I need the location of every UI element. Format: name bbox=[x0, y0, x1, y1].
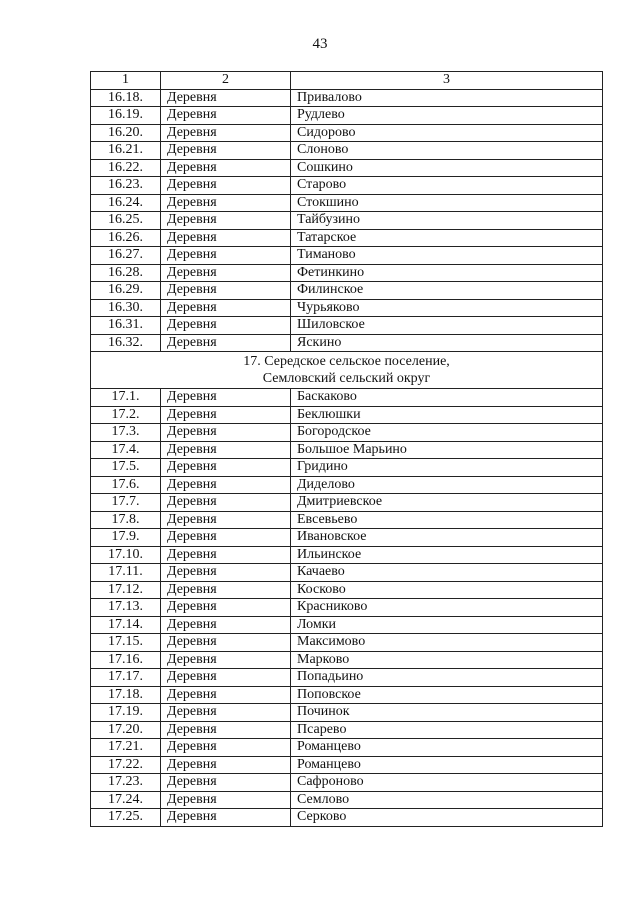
row-number: 17.18. bbox=[91, 686, 161, 704]
row-number: 17.25. bbox=[91, 809, 161, 827]
row-number: 17.21. bbox=[91, 739, 161, 757]
row-number: 17.23. bbox=[91, 774, 161, 792]
settlement-type: Деревня bbox=[161, 809, 291, 827]
table-row bbox=[91, 334, 603, 352]
header-col-3: 3 bbox=[291, 72, 603, 90]
settlement-name: Привалово bbox=[291, 89, 603, 107]
table-row bbox=[91, 564, 603, 582]
row-number: 16.31. bbox=[91, 317, 161, 335]
settlement-name: Сошкино bbox=[291, 159, 603, 177]
settlement-name: Псарево bbox=[291, 721, 603, 739]
table-row bbox=[91, 107, 603, 125]
settlement-type: Деревня bbox=[161, 334, 291, 352]
settlement-type: Деревня bbox=[161, 264, 291, 282]
settlement-type: Деревня bbox=[161, 177, 291, 195]
row-number: 17.6. bbox=[91, 476, 161, 494]
settlement-name: Дмитриевское bbox=[291, 494, 603, 512]
table-row bbox=[91, 247, 603, 265]
table-header bbox=[91, 72, 603, 90]
row-number: 17.1. bbox=[91, 389, 161, 407]
settlement-type: Деревня bbox=[161, 686, 291, 704]
settlement-type: Деревня bbox=[161, 441, 291, 459]
settlement-type: Деревня bbox=[161, 616, 291, 634]
settlement-type: Деревня bbox=[161, 774, 291, 792]
row-number: 17.13. bbox=[91, 599, 161, 617]
table-row bbox=[91, 424, 603, 442]
settlement-name: Стокшино bbox=[291, 194, 603, 212]
table-row bbox=[91, 581, 603, 599]
section-heading-line-1: 17. Середское сельское поселение, bbox=[243, 354, 450, 369]
row-number: 16.22. bbox=[91, 159, 161, 177]
settlement-type: Деревня bbox=[161, 529, 291, 547]
table-row bbox=[91, 124, 603, 142]
row-number: 17.17. bbox=[91, 669, 161, 687]
settlement-type: Деревня bbox=[161, 194, 291, 212]
section-heading-body bbox=[91, 352, 603, 389]
row-number: 16.20. bbox=[91, 124, 161, 142]
settlement-type: Деревня bbox=[161, 299, 291, 317]
table-row bbox=[91, 441, 603, 459]
row-number: 16.26. bbox=[91, 229, 161, 247]
table-row bbox=[91, 616, 603, 634]
settlement-type: Деревня bbox=[161, 89, 291, 107]
settlement-name: Большое Марьино bbox=[291, 441, 603, 459]
header-row bbox=[91, 72, 603, 90]
table-row bbox=[91, 459, 603, 477]
table-row bbox=[91, 599, 603, 617]
settlement-type: Деревня bbox=[161, 721, 291, 739]
settlement-name: Косково bbox=[291, 581, 603, 599]
header-col-1: 1 bbox=[91, 72, 161, 90]
settlement-type: Деревня bbox=[161, 406, 291, 424]
settlement-name: Тиманово bbox=[291, 247, 603, 265]
row-number: 16.27. bbox=[91, 247, 161, 265]
settlement-name: Беклюшки bbox=[291, 406, 603, 424]
table-row bbox=[91, 686, 603, 704]
settlement-type: Деревня bbox=[161, 459, 291, 477]
table-row bbox=[91, 264, 603, 282]
settlement-name: Красниково bbox=[291, 599, 603, 617]
row-number: 16.25. bbox=[91, 212, 161, 230]
settlement-type: Деревня bbox=[161, 424, 291, 442]
header-col-2: 2 bbox=[161, 72, 291, 90]
settlement-name: Романцево bbox=[291, 756, 603, 774]
settlement-name: Ломки bbox=[291, 616, 603, 634]
settlement-type: Деревня bbox=[161, 791, 291, 809]
table-body-section-17 bbox=[91, 389, 603, 827]
settlement-name: Ивановское bbox=[291, 529, 603, 547]
settlement-name: Татарское bbox=[291, 229, 603, 247]
table-row bbox=[91, 159, 603, 177]
table-row bbox=[91, 774, 603, 792]
settlement-name: Фетинкино bbox=[291, 264, 603, 282]
settlement-type: Деревня bbox=[161, 282, 291, 300]
table-row bbox=[91, 739, 603, 757]
settlement-name: Старово bbox=[291, 177, 603, 195]
table-row bbox=[91, 511, 603, 529]
settlement-type: Деревня bbox=[161, 599, 291, 617]
settlement-type: Деревня bbox=[161, 142, 291, 160]
settlement-type: Деревня bbox=[161, 581, 291, 599]
table-row bbox=[91, 299, 603, 317]
row-number: 16.30. bbox=[91, 299, 161, 317]
table-row bbox=[91, 389, 603, 407]
row-number: 17.15. bbox=[91, 634, 161, 652]
row-number: 17.12. bbox=[91, 581, 161, 599]
settlement-type: Деревня bbox=[161, 511, 291, 529]
settlement-name: Яскино bbox=[291, 334, 603, 352]
table-body-section-16 bbox=[91, 89, 603, 352]
settlement-name: Починок bbox=[291, 704, 603, 722]
row-number: 17.9. bbox=[91, 529, 161, 547]
settlement-name: Слоново bbox=[291, 142, 603, 160]
row-number: 17.3. bbox=[91, 424, 161, 442]
settlement-type: Деревня bbox=[161, 247, 291, 265]
table-row bbox=[91, 89, 603, 107]
settlements-table bbox=[90, 71, 603, 827]
row-number: 17.10. bbox=[91, 546, 161, 564]
table-row bbox=[91, 546, 603, 564]
row-number: 16.29. bbox=[91, 282, 161, 300]
table-row bbox=[91, 476, 603, 494]
table-row bbox=[91, 177, 603, 195]
table-row bbox=[91, 809, 603, 827]
row-number: 17.5. bbox=[91, 459, 161, 477]
settlement-name: Марково bbox=[291, 651, 603, 669]
settlement-type: Деревня bbox=[161, 159, 291, 177]
table-row bbox=[91, 406, 603, 424]
settlement-name: Богородское bbox=[291, 424, 603, 442]
row-number: 16.23. bbox=[91, 177, 161, 195]
settlement-type: Деревня bbox=[161, 704, 291, 722]
table-row bbox=[91, 651, 603, 669]
settlement-name: Филинское bbox=[291, 282, 603, 300]
row-number: 16.18. bbox=[91, 89, 161, 107]
settlement-name: Качаево bbox=[291, 564, 603, 582]
settlement-type: Деревня bbox=[161, 229, 291, 247]
settlement-type: Деревня bbox=[161, 564, 291, 582]
settlement-name: Романцево bbox=[291, 739, 603, 757]
settlement-name: Сидорово bbox=[291, 124, 603, 142]
settlement-type: Деревня bbox=[161, 317, 291, 335]
settlement-name: Ильинское bbox=[291, 546, 603, 564]
settlement-name: Гридино bbox=[291, 459, 603, 477]
row-number: 17.11. bbox=[91, 564, 161, 582]
settlement-name: Диделово bbox=[291, 476, 603, 494]
row-number: 16.21. bbox=[91, 142, 161, 160]
settlement-type: Деревня bbox=[161, 212, 291, 230]
settlement-name: Семлово bbox=[291, 791, 603, 809]
section-heading bbox=[91, 352, 603, 389]
table-row bbox=[91, 634, 603, 652]
table-row bbox=[91, 282, 603, 300]
settlement-name: Поповское bbox=[291, 686, 603, 704]
settlement-name: Шиловское bbox=[291, 317, 603, 335]
settlement-name: Максимово bbox=[291, 634, 603, 652]
table-row bbox=[91, 529, 603, 547]
section-heading-line-2: Семловский сельский округ bbox=[262, 371, 431, 386]
table-row bbox=[91, 317, 603, 335]
page-number: 43 bbox=[312, 36, 328, 52]
row-number: 17.2. bbox=[91, 406, 161, 424]
row-number: 17.19. bbox=[91, 704, 161, 722]
settlement-type: Деревня bbox=[161, 476, 291, 494]
settlement-type: Деревня bbox=[161, 107, 291, 125]
settlement-name: Баскаково bbox=[291, 389, 603, 407]
section-heading-row bbox=[91, 352, 603, 389]
settlement-name: Тайбузино bbox=[291, 212, 603, 230]
row-number: 16.32. bbox=[91, 334, 161, 352]
settlement-type: Деревня bbox=[161, 124, 291, 142]
settlement-type: Деревня bbox=[161, 651, 291, 669]
row-number: 17.7. bbox=[91, 494, 161, 512]
settlement-type: Деревня bbox=[161, 634, 291, 652]
row-number: 16.19. bbox=[91, 107, 161, 125]
settlement-type: Деревня bbox=[161, 739, 291, 757]
settlement-type: Деревня bbox=[161, 389, 291, 407]
settlement-name: Сафроново bbox=[291, 774, 603, 792]
row-number: 17.16. bbox=[91, 651, 161, 669]
table-row bbox=[91, 791, 603, 809]
row-number: 16.24. bbox=[91, 194, 161, 212]
row-number: 17.8. bbox=[91, 511, 161, 529]
row-number: 17.14. bbox=[91, 616, 161, 634]
settlement-name: Рудлево bbox=[291, 107, 603, 125]
table-row bbox=[91, 704, 603, 722]
settlement-type: Деревня bbox=[161, 546, 291, 564]
table-row bbox=[91, 229, 603, 247]
settlement-type: Деревня bbox=[161, 494, 291, 512]
row-number: 17.24. bbox=[91, 791, 161, 809]
row-number: 17.22. bbox=[91, 756, 161, 774]
table-row bbox=[91, 142, 603, 160]
settlement-type: Деревня bbox=[161, 669, 291, 687]
table-row bbox=[91, 756, 603, 774]
table-row bbox=[91, 212, 603, 230]
table-row bbox=[91, 194, 603, 212]
settlement-name: Чурьяково bbox=[291, 299, 603, 317]
table-row bbox=[91, 721, 603, 739]
settlement-type: Деревня bbox=[161, 756, 291, 774]
row-number: 17.4. bbox=[91, 441, 161, 459]
settlement-name: Попадьино bbox=[291, 669, 603, 687]
table-row bbox=[91, 494, 603, 512]
row-number: 17.20. bbox=[91, 721, 161, 739]
settlement-name: Евсевьево bbox=[291, 511, 603, 529]
table-row bbox=[91, 669, 603, 687]
settlement-name: Серково bbox=[291, 809, 603, 827]
row-number: 16.28. bbox=[91, 264, 161, 282]
